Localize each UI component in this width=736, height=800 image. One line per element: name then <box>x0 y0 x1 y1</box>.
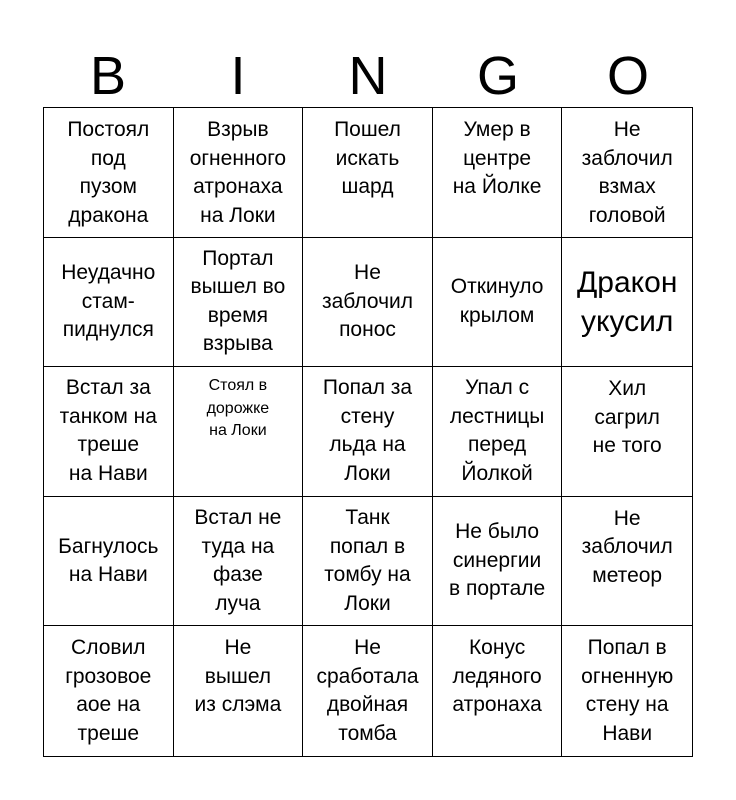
cell-text: Багнулось на Нави <box>58 534 159 587</box>
bingo-cell[interactable] <box>174 367 304 497</box>
bingo-cell[interactable] <box>44 367 174 497</box>
bingo-header <box>43 45 693 107</box>
bingo-cell[interactable] <box>562 626 692 756</box>
bingo-cell[interactable] <box>433 238 563 368</box>
bingo-board <box>43 107 693 757</box>
cell-text: Не сработала двойная томба <box>316 636 419 745</box>
cell-text: Упал с лестницы перед Йолкой <box>449 376 545 486</box>
cell-text: Взрыв огненного атронаха на Локи <box>189 118 287 227</box>
bingo-cell[interactable] <box>174 626 304 756</box>
cell-text: Встал не туда на фазе луча <box>194 506 282 615</box>
bingo-cell[interactable] <box>44 238 174 368</box>
header-letter-o: O <box>606 46 649 106</box>
bingo-cell[interactable] <box>562 108 692 238</box>
cell-text: Встал за танком на треше на Нави <box>59 376 157 486</box>
cell-text: Не было синергии в портале <box>448 520 546 601</box>
header-letter-g: G <box>476 46 519 106</box>
bingo-cell[interactable] <box>303 367 433 497</box>
cell-text: Стоял в дорожке на Локи <box>206 377 270 439</box>
bingo-cell[interactable] <box>303 238 433 368</box>
cell-text: Постоял под пузом дракона <box>67 118 150 227</box>
header-letter-i: I <box>230 46 246 106</box>
bingo-cell[interactable] <box>174 238 304 368</box>
cell-text: Неудачно стам- пиднулся <box>61 261 156 342</box>
cell-text: Не вышел из слэма <box>194 636 282 717</box>
cell-text: Пошел искать шард <box>334 118 401 199</box>
cell-text: Танк попал в томбу на Локи <box>324 506 411 615</box>
bingo-cell[interactable] <box>433 626 563 756</box>
bingo-cell[interactable] <box>303 626 433 756</box>
bingo-cell[interactable] <box>44 108 174 238</box>
bingo-cell[interactable] <box>562 238 692 368</box>
bingo-cell[interactable] <box>44 497 174 627</box>
bingo-cell[interactable] <box>174 497 304 627</box>
bingo-cell[interactable] <box>44 626 174 756</box>
bingo-cell[interactable] <box>174 108 304 238</box>
cell-text: Хил сагрил не того <box>592 377 662 458</box>
cell-text: Умер в центре на Йолке <box>452 118 542 199</box>
cell-text: Попал за стену льда на Локи <box>322 376 413 486</box>
bingo-cell[interactable] <box>303 108 433 238</box>
bingo-cell[interactable] <box>433 497 563 627</box>
cell-text: Попал в огненную стену на Нави <box>581 636 674 745</box>
cell-text: Не заблочил метеор <box>581 506 673 587</box>
cell-text: Не заблочил понос <box>321 261 413 342</box>
header-letter-b: B <box>89 46 127 106</box>
cell-text: Не заблочил взмах головой <box>581 118 673 227</box>
cell-text: Конус ледяного атронаха <box>452 636 542 717</box>
cell-text: Дракон укусил <box>576 265 678 338</box>
cell-text: Откинуло крылом <box>450 275 544 327</box>
header-letter-n: N <box>348 46 388 106</box>
cell-text: Словил грозовое аое на треше <box>65 636 152 745</box>
bingo-cell[interactable] <box>303 497 433 627</box>
bingo-cell[interactable] <box>433 367 563 497</box>
cell-text: Портал вышел во время взрыва <box>190 246 286 356</box>
bingo-cell[interactable] <box>562 497 692 627</box>
bingo-cell[interactable] <box>562 367 692 497</box>
bingo-cell[interactable] <box>433 108 563 238</box>
